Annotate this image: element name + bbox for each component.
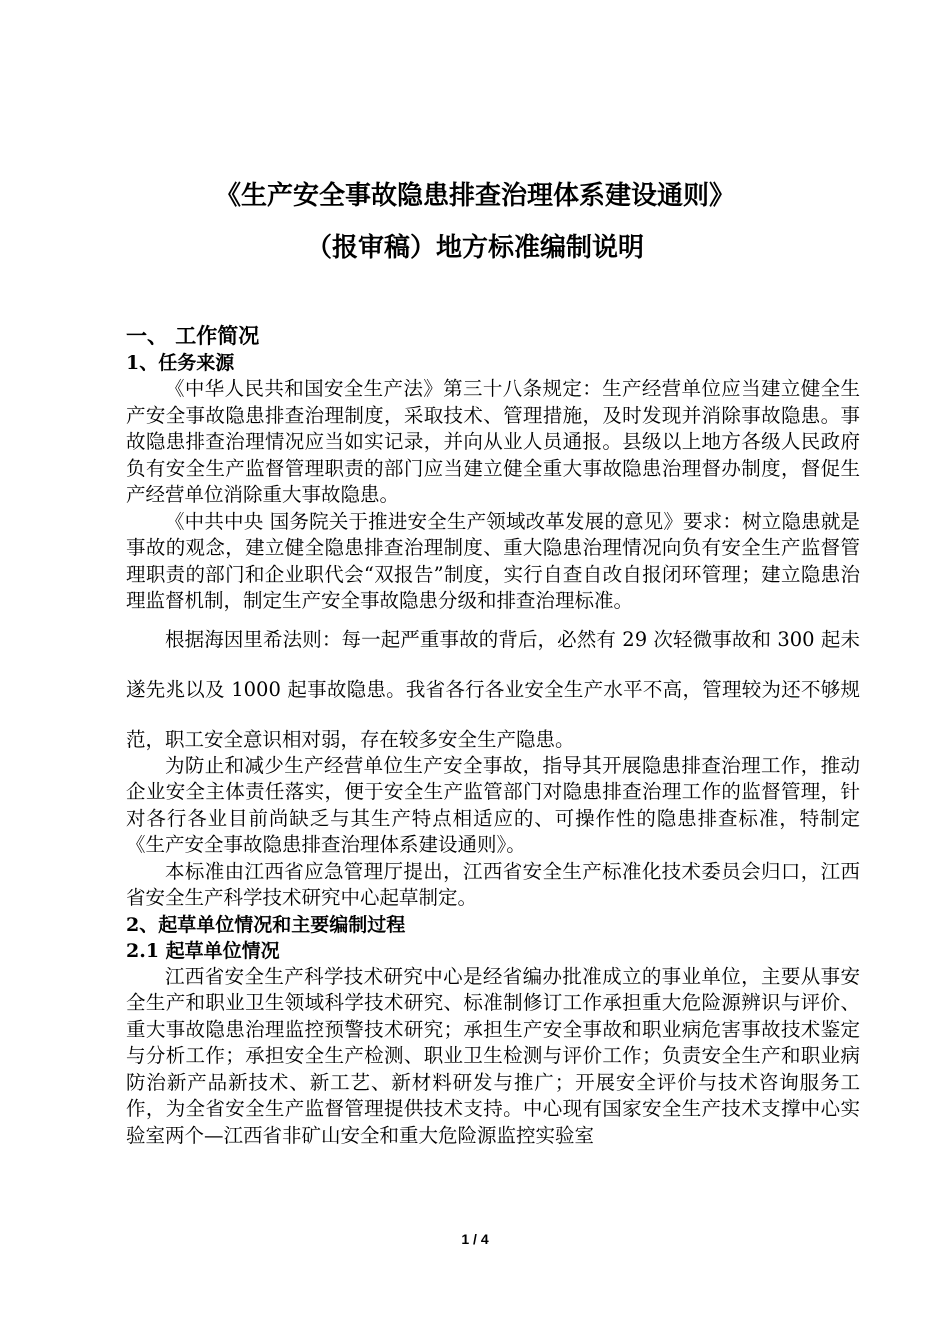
paragraph-reform-opinion: 《中共中央 国务院关于推进安全生产领域改革发展的意见》要求：树立隐患就是事故的观念，建立健全隐患排查治理制度、重大隐患治理情况向负有安全生产监督管理职责的部门和企业职代会“双报告”制度，实行自查自改自报闭环管理；建立隐患治理监督机制，制定生产安全事故隐患分级和排查治理标准。 — [126, 509, 860, 612]
subsection-heading-drafting-unit-info: 2.1 起草单位情况 — [126, 939, 280, 962]
paragraph-research-center: 江西省安全生产科学技术研究中心是经省编办批准成立的事业单位，主要从事安全生产和职业卫生领域科学技术研究、标准制修订工作承担重大危险源辨识与评价、重大事故隐患治理监控预警技术研究；承担生产安全事故和职业病危害事故技术鉴定与分析工作；承担安全生产检测、职业卫生检测与评价工作；负责安全生产和职业病防治新产品新技术、新工艺、新材料研发与推广；开展安全评价与技术咨询服务工作，为全省安全生产监督管理提供技术支持。中心现有国家安全生产技术支撑中心实验室两个—江西省非矿山安全和重大危险源监控实验室 — [126, 964, 860, 1147]
paragraph-proposer: 本标准由江西省应急管理厅提出，江西省安全生产标准化技术委员会归口，江西省安全生产科学技术研究中心起草制定。 — [126, 859, 860, 909]
subsection-heading-task-source: 1、任务来源 — [126, 352, 235, 374]
document-title-line1: 《生产安全事故隐患排查治理体系建设通则》 — [214, 181, 735, 211]
section-heading-work-overview: 一、 工作简况 — [126, 323, 260, 348]
paragraph-safety-law: 《中华人民共和国安全生产法》第三十八条规定：生产经营单位应当建立健全生产安全事故隐患排查治理制度，采取技术、管理措施，及时发现并消除事故隐患。事故隐患排查治理情况应当如实记录，并向从业人员通报。县级以上地方各级人民政府负有安全生产监督管理职责的部门应当建立健全重大事故隐患治理督办制度，督促生产经营单位消除重大事故隐患。 — [126, 377, 860, 506]
subsection-heading-drafting-units: 2、起草单位情况和主要编制过程 — [126, 913, 406, 936]
document-body — [126, 322, 860, 1149]
paragraph-heinrich-law: 根据海因里希法则：每一起严重事故的背后，必然有 29 次轻微事故和 300 起未遂先兆以及 1000 起事故隐患。我省各行各业安全生产水平不高，管理较为还不够规范，职工安全意识相对弱，存在较多安全生产隐患。 — [126, 627, 860, 751]
page-number: 1 / 4 — [461, 1231, 489, 1247]
paragraph-purpose: 为防止和减少生产经营单位生产安全事故，指导其开展隐患排查治理工作，推动企业安全主体责任落实，便于安全生产监管部门对隐患排查治理工作的监督管理，针对各行各业目前尚缺乏与其生产特点相适应的、可操作性的隐患排查标准，特制定《生产安全事故隐患排查治理体系建设通则》。 — [126, 753, 860, 856]
document-title-line2: （报审稿）地方标准编制说明 — [305, 233, 644, 263]
